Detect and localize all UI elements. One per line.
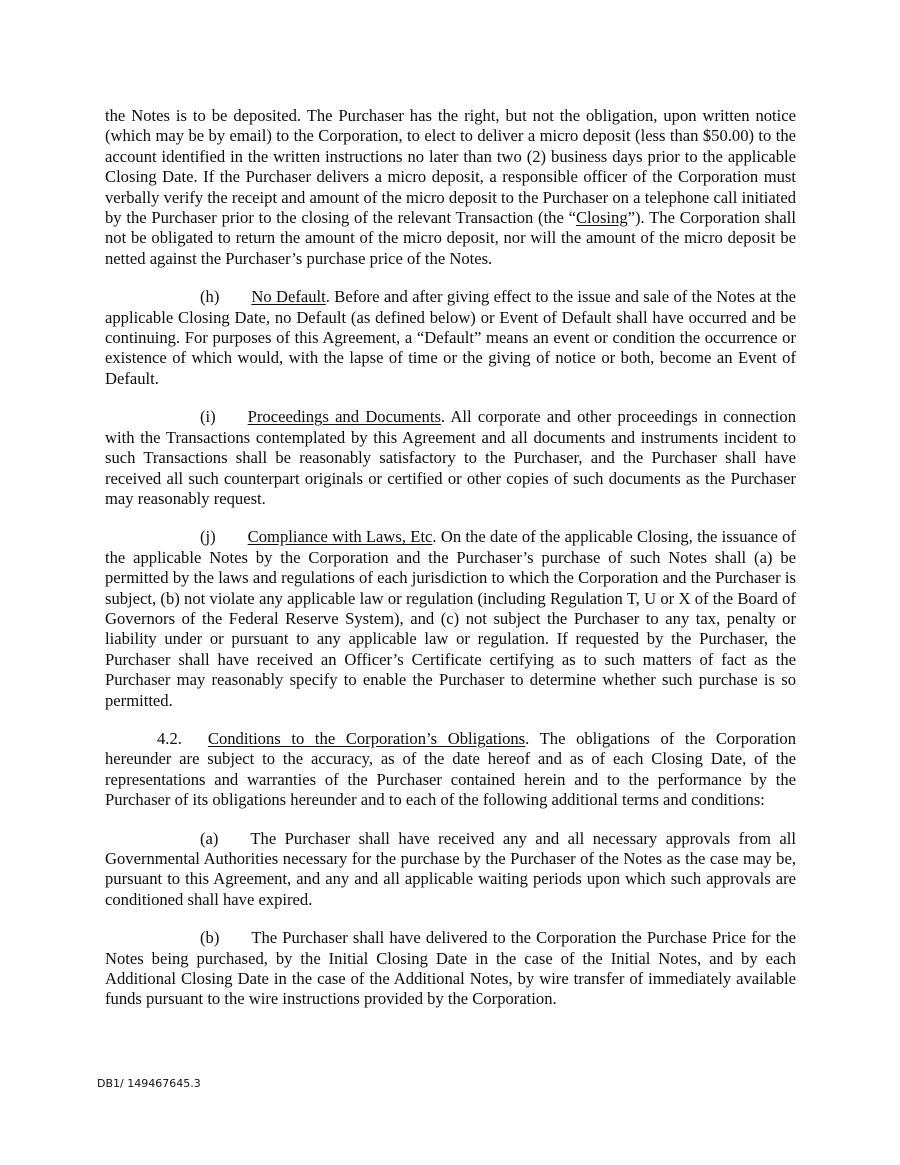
paragraph-continuation: [105, 106, 796, 269]
paragraph-clause-j: [105, 527, 796, 711]
paragraph-text: the Notes is to be deposited. The Purchaser has the right, but not the obligation, upon written notice (which may be by email) to the Corporation, to elect to deliver a micro deposit (less than $50.00) to the account identified in the written instructions no later than two (2) business days prior to the applicable Closing Date. If the Purchaser delivers a micro deposit, a responsible officer of the Corporation must verbally verify the receipt and amount of the micro deposit to the Purchaser on a telephone call initiated by the Purchaser prior to the closing of the relevant Transaction (the “: [105, 106, 796, 228]
paragraph-text: . Before and after giving effect to the issue and sale of the Notes at the applicable Closing Date, no Default (as defined below) or Event of Default shall have occurred and be continuing. For purposes of this Agreement, a “Default” means an event or condition the occurrence or existence of which would, with the lapse of time or the giving of notice or both, become an Event of Default.: [105, 287, 797, 388]
section-number: 4.2.: [157, 728, 182, 748]
paragraph-text: The Purchaser shall have delivered to the Corporation the Purchase Price for the Notes being purchased, by the Initial Closing Date in the case of the Initial Notes, and by each Additional Closing Date in the case of the Additional Notes, by wire transfer of immediately available funds pursuant to the wire instructions provided by the Corporation.: [105, 928, 796, 1009]
paragraph-text: . All corporate and other proceedings in connection with the Transactions contemplated by this Agreement and all documents and instruments incident to such Transactions shall be reasonably satisfactory to the Purchaser, and the Purchaser shall have received all such counterpart originals or certified or other copies of such documents as the Purchaser may reasonably request.: [105, 407, 796, 508]
clause-heading: Proceedings and Documents: [247, 407, 441, 427]
paragraph-section-4-2: [105, 729, 796, 811]
document-body: [105, 106, 796, 1028]
section-heading: Conditions to the Corporation’s Obligations: [207, 728, 526, 748]
clause-label: (j): [200, 527, 216, 547]
paragraph-text: . On the date of the applicable Closing, the issuance of the applicable Notes by the Corporation and the Purchaser’s purchase of such Notes shall (a) be permitted by the laws and regulations of each jurisdiction to which the Corporation and the Purchaser is subject, (b) not violate any applicable law or regulation (including Regulation T, U or X of the Board of Governors of the Federal Reserve System), and (c) not subject the Purchaser to any tax, penalty or liability under or pursuant to any applicable law or regulation. If requested by the Purchaser, the Purchaser shall have received an Officer’s Certificate certifying as to such matters of fact as the Purchaser may reasonably specify to enable the Purchaser to determine whether such purchase is so permitted.: [105, 527, 796, 710]
paragraph-clause-a: [105, 829, 796, 911]
clause-label: (i): [200, 407, 216, 427]
clause-label: (h): [200, 287, 220, 307]
defined-term-closing: Closing: [575, 208, 628, 228]
paragraph-clause-i: [105, 407, 796, 509]
paragraph-clause-b: [105, 928, 796, 1010]
paragraph-text: ”). The Corporation shall not be obligated to return the amount of the micro deposit, nor will the amount of the micro deposit be netted against the Purchaser’s purchase price of the Notes.: [105, 208, 796, 268]
clause-heading: No Default: [251, 287, 326, 307]
clause-label: (b): [200, 928, 220, 948]
paragraph-clause-h: [105, 287, 796, 389]
paragraph-text: . The obligations of the Corporation hereunder are subject to the accuracy, as of the date hereof and as of each Closing Date, of the representations and warranties of the Purchaser contained herein and to the performance by the Purchaser of its obligations hereunder and to each of the following additional terms and conditions:: [105, 728, 797, 810]
clause-heading: Compliance with Laws, Etc: [247, 527, 433, 547]
paragraph-text: The Purchaser shall have received any and all necessary approvals from all Governmental Authorities necessary for the purchase by the Purchaser of the Notes as the case may be, pursuant to this Agreement, and any and all applicable waiting periods upon which such approvals are conditioned shall have expired.: [105, 828, 796, 909]
clause-label: (a): [200, 828, 219, 848]
document-id: DB1/ 149467645.3: [97, 1077, 201, 1090]
